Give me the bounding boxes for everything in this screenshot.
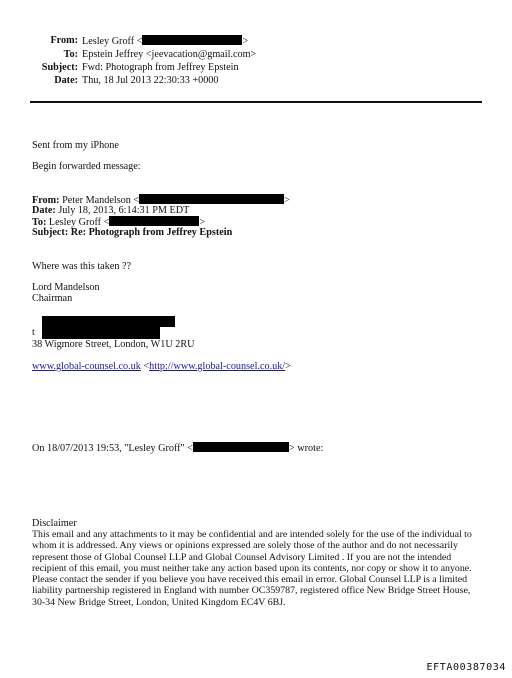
fwd-to-value: Lesley Groff <	[48, 217, 110, 228]
header-to-row	[0, 49, 512, 61]
disclaimer-title: Disclaimer	[32, 518, 77, 529]
message-question: Where was this taken ??	[32, 261, 131, 272]
fwd-from-close: >	[284, 195, 290, 206]
header-date-value: Thu, 18 Jul 2013 22:30:33 +0000	[82, 75, 219, 86]
begin-forwarded-text: Begin forwarded message:	[32, 161, 141, 172]
website-link[interactable]: www.global-counsel.co.uk	[32, 361, 141, 372]
header-from-close: >	[242, 36, 249, 47]
fwd-subject-label: Subject:	[32, 227, 69, 238]
header-to-label: To:	[63, 49, 78, 60]
header-from-row	[0, 35, 512, 47]
header-from-text: Lesley Groff <	[82, 36, 143, 47]
fwd-from-value: Peter Mandelson <	[62, 195, 140, 206]
fwd-date-label: Date:	[32, 205, 56, 216]
signature-name: Lord Mandelson	[32, 282, 100, 293]
website-gt: >	[285, 361, 291, 372]
redaction-box	[139, 194, 284, 204]
header-subject-label: Subject:	[41, 62, 78, 73]
quote-suffix: > wrote:	[289, 443, 324, 454]
website-line	[32, 361, 291, 373]
redaction-box	[193, 442, 289, 452]
fwd-subject-row	[32, 227, 232, 239]
website-lt: <	[140, 361, 150, 372]
fwd-to-close: >	[199, 217, 206, 228]
redaction-box	[42, 316, 175, 327]
fwd-date-value: July 18, 2013, 6:14:31 PM EDT	[58, 205, 190, 216]
signature-title: Chairman	[32, 293, 73, 304]
website-url-link[interactable]: http://www.global-counsel.co.uk/	[149, 361, 286, 372]
header-divider	[30, 101, 482, 103]
quote-prefix: On 18/07/2013 19:53, "Lesley Groff" <	[32, 443, 194, 454]
fwd-to-label: To:	[32, 217, 47, 228]
phone-prefix: t	[32, 327, 35, 338]
redaction-box	[42, 327, 160, 339]
quote-line	[32, 442, 323, 455]
header-subject-row	[0, 62, 512, 74]
header-date-label: Date:	[54, 75, 78, 86]
header-subject-value: Fwd: Photograph from Jeffrey Epstein	[82, 62, 239, 73]
sent-from-text: Sent from my iPhone	[32, 140, 119, 151]
header-from-value	[82, 35, 248, 48]
fwd-from-label: From:	[32, 195, 60, 206]
fwd-subject-value: Re: Photograph from Jeffrey Epstein	[70, 227, 233, 238]
disclaimer-text: This email and any attachments to it may be confidential and are intended solely for the use of the individual to whom it is addressed. Any views or opinions expressed are solely those of the author and do not necessarily represent those of Global Counsel LLP and Global Counsel Advisory Limited . If you are not the intended recipient of this email, you must neither take any action based upon its contents, nor copy or show it to anyone. Please contact the sender if you believe you have received this email in error. Global Counsel LLP is a limited liability partnership registered in England with number OC359787, registered office New Bridge Street House, 30-34 New Bridge Street, London, United Kingdom EC4V 6BJ.	[32, 529, 472, 608]
document-id: EFTA00387034	[426, 662, 506, 673]
redaction-box	[142, 35, 242, 45]
redaction-box	[109, 216, 199, 226]
office-address: 38 Wigmore Street, London, W1U 2RU	[32, 339, 195, 350]
header-date-row	[0, 75, 512, 87]
header-from-label: From:	[50, 35, 78, 46]
header-to-value: Epstein Jeffrey <jeevacation@gmail.com>	[82, 49, 257, 60]
